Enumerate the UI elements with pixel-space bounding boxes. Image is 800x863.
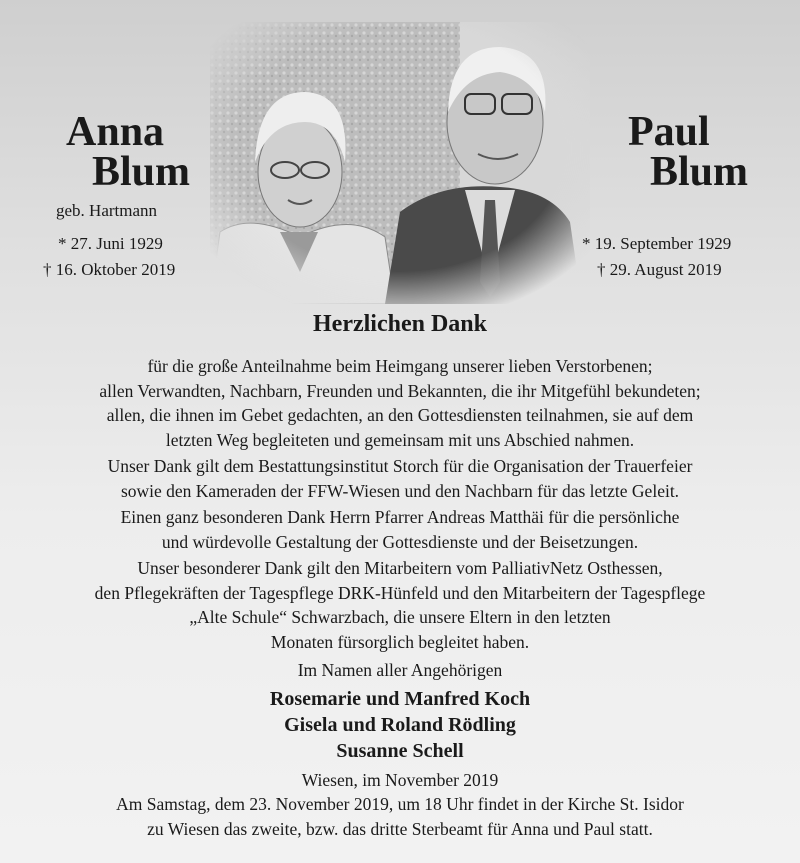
left-birth-date: * 27. Juni 1929 bbox=[58, 234, 163, 253]
right-last-name: Blum bbox=[650, 149, 749, 195]
signature-block bbox=[0, 658, 800, 792]
left-death-date: † 16. Oktober 2019 bbox=[43, 260, 176, 279]
text-line: Am Samstag, dem 23. November 2019, um 18 Uhr findet in der Kirche St. Isidor bbox=[116, 794, 684, 814]
paragraph-2 bbox=[0, 454, 800, 503]
text-line: zu Wiesen das zweite, bzw. das dritte Sterbeamt für Anna und Paul statt. bbox=[147, 818, 653, 839]
signature-intro: Im Namen aller Angehörigen bbox=[297, 660, 503, 680]
thanks-title: Herzlichen Dank bbox=[313, 311, 487, 337]
signatory: Gisela und Roland Rödling bbox=[284, 714, 516, 736]
text-line: den Pflegekräften der Tagespflege DRK-Hünfeld und den Mitarbeitern der Tagespflege bbox=[94, 582, 706, 603]
couple-photo bbox=[210, 22, 590, 304]
left-first-name: Anna bbox=[66, 109, 165, 155]
signatory: Susanne Schell bbox=[336, 740, 464, 762]
place-date: Wiesen, im November 2019 bbox=[301, 770, 499, 790]
signatory: Rosemarie und Manfred Koch bbox=[269, 688, 531, 710]
signature-names bbox=[0, 686, 800, 764]
text-line: Einen ganz besonderen Dank Herrn Pfarrer Andreas Matthäi für die persönliche bbox=[120, 507, 680, 527]
right-birth-date: * 19. September 1929 bbox=[582, 234, 732, 253]
text-line: allen, die ihnen im Gebet gedachten, an den Gottesdiensten teilnahmen, sie auf dem bbox=[106, 405, 694, 425]
text-line: letzten Weg begleiteten und gemeinsam mit uns Abschied nahmen. bbox=[165, 429, 635, 450]
text-line: allen Verwandten, Nachbarn, Freunden und Bekannten, die ihr Mitgefühl bekundeten; bbox=[99, 380, 701, 401]
paragraph-3 bbox=[0, 505, 800, 554]
text-line: für die große Anteilnahme beim Heimgang unserer lieben Verstorbenen; bbox=[147, 356, 653, 376]
text-line: Unser Dank gilt dem Bestattungsinstitut Storch für die Organisation der Trauerfeier bbox=[107, 456, 693, 476]
text-line: Unser besonderer Dank gilt den Mitarbeitern vom PalliativNetz Osthessen, bbox=[137, 558, 663, 578]
text-line: „Alte Schule“ Schwarzbach, die unsere Eltern in den letzten bbox=[189, 607, 611, 627]
text-line: sowie den Kameraden der FFW-Wiesen und den Nachbarn für das letzte Geleit. bbox=[120, 480, 680, 501]
paragraph-1 bbox=[0, 354, 800, 452]
left-deceased-name bbox=[66, 109, 191, 195]
text-line: Monaten fürsorglich begleitet haben. bbox=[270, 631, 530, 652]
right-death-date: † 29. August 2019 bbox=[597, 260, 722, 279]
paragraph-4 bbox=[0, 556, 800, 654]
thanks-body bbox=[0, 354, 800, 656]
memorial-mass-notice bbox=[0, 792, 800, 841]
right-first-name: Paul bbox=[628, 109, 710, 155]
right-deceased-name bbox=[628, 109, 749, 195]
left-last-name: Blum bbox=[92, 149, 191, 195]
left-maiden-name: geb. Hartmann bbox=[56, 201, 158, 220]
text-line: und würdevolle Gestaltung der Gottesdienste und der Beisetzungen. bbox=[161, 531, 639, 552]
